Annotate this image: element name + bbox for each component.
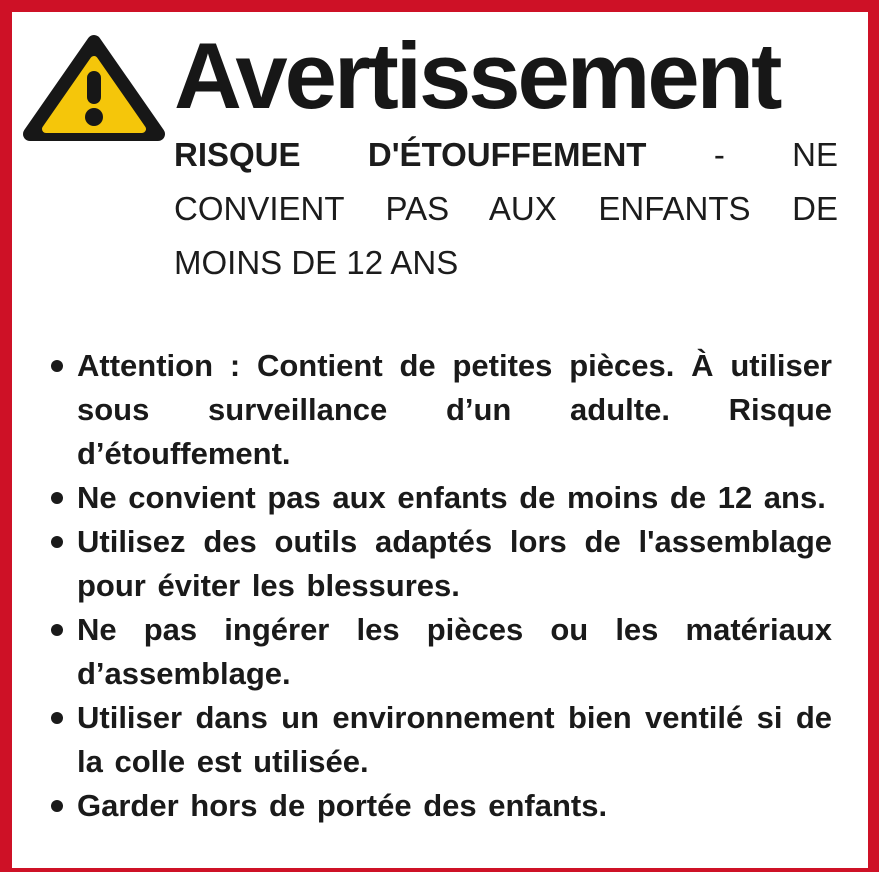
page-title: Avertissement xyxy=(174,23,780,128)
header xyxy=(12,12,868,290)
warning-item-tools: Utilisez des outils adaptés lors de l'assemblage pour éviter les blessures. xyxy=(45,520,832,608)
subtitle-hazard-bold: RISQUE D'ÉTOUFFEMENT xyxy=(174,135,647,173)
warning-label-card xyxy=(12,12,868,868)
warning-item-small-parts: Attention : Contient de petites pièces. À utiliser sous surveillance d’un adulte. Risque d’étouffement. xyxy=(45,344,832,476)
warning-item-ingestion: Ne pas ingérer les pièces ou les matériaux d’assemblage. xyxy=(45,608,832,696)
subtitle-line-1 xyxy=(174,128,838,182)
warning-item-age-limit: Ne convient pas aux enfants de moins de 12 ans. xyxy=(45,476,832,520)
warning-item-ventilation: Utiliser dans un environnement bien ventilé si de la colle est utilisée. xyxy=(45,696,832,784)
warning-item-keep-away: Garder hors de portée des enfants. xyxy=(45,784,832,828)
warning-list xyxy=(45,344,832,828)
subtitle-line-3: MOINS DE 12 ANS xyxy=(174,243,459,281)
subtitle-line-1-rest: - NE xyxy=(713,135,838,173)
header-text xyxy=(174,23,838,290)
subtitle-line-2: CONVIENT PAS AUX ENFANTS DE xyxy=(174,189,838,227)
warning-triangle-icon xyxy=(20,30,168,149)
subtitle xyxy=(174,128,838,290)
